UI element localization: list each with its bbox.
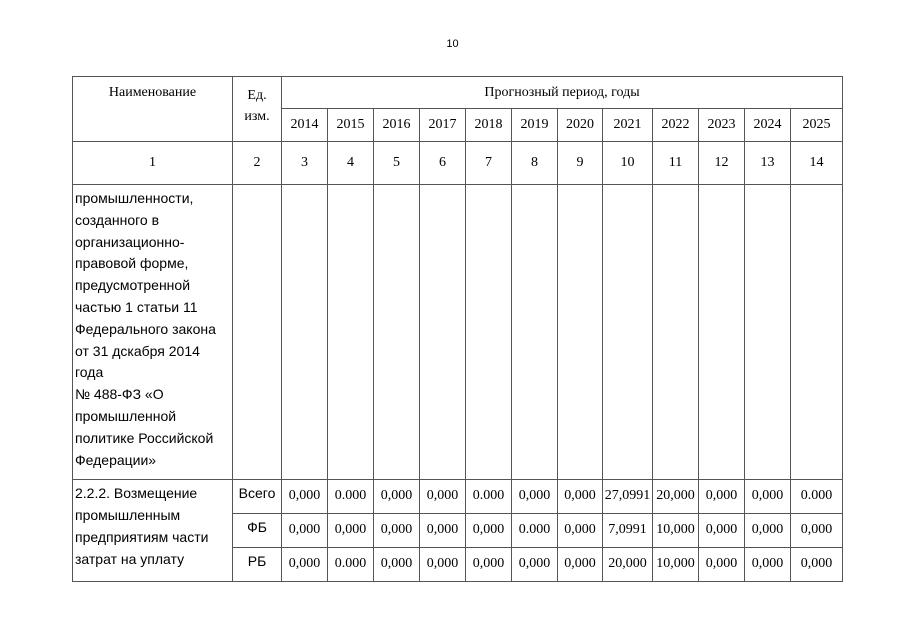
year-header: 2021 [603, 109, 653, 142]
empty-cell [420, 185, 466, 480]
value-cell: 0,000 [374, 548, 420, 582]
value-cell: 10,000 [653, 548, 699, 582]
header-period: Прогнозный период, годы [282, 77, 843, 109]
value-cell: 0,000 [374, 514, 420, 548]
description-line: правовой форме, [75, 255, 189, 272]
table-row [73, 480, 843, 514]
value-cell: 0,000 [745, 480, 791, 514]
value-cell: 0,000 [558, 514, 603, 548]
description-line: Федерации» [75, 451, 157, 468]
column-number: 11 [653, 142, 699, 185]
column-number-row [73, 142, 843, 185]
item-line: предприятиям части [75, 528, 209, 545]
item-line: затрат на уплату [75, 550, 185, 567]
funding-source: ФБ [233, 514, 282, 548]
header-unit-line1: Ед. [247, 88, 267, 103]
value-cell: 0,000 [466, 514, 512, 548]
header-name: Наименование [73, 77, 233, 142]
column-number: 10 [603, 142, 653, 185]
year-header: 2022 [653, 109, 699, 142]
header-row [73, 77, 843, 109]
value-cell: 0,000 [791, 548, 843, 582]
column-number: 8 [512, 142, 558, 185]
empty-cell [558, 185, 603, 480]
description-line: Федерального закона [75, 320, 216, 337]
column-number: 13 [745, 142, 791, 185]
value-cell: 0,000 [328, 514, 374, 548]
year-header: 2024 [745, 109, 791, 142]
value-cell: 0,000 [699, 548, 745, 582]
value-cell: 0,000 [420, 480, 466, 514]
item-line: 2.2.2. Возмещение [75, 485, 198, 502]
column-number: 7 [466, 142, 512, 185]
value-cell: 0,000 [512, 480, 558, 514]
year-header: 2016 [374, 109, 420, 142]
forecast-table [72, 76, 843, 582]
empty-cell [233, 185, 282, 480]
item-description [73, 480, 233, 582]
description-line: созданного в [75, 211, 160, 228]
year-header: 2018 [466, 109, 512, 142]
empty-cell [466, 185, 512, 480]
description-line: промышленности, [75, 190, 194, 206]
value-cell: 0.000 [328, 548, 374, 582]
empty-cell [699, 185, 745, 480]
column-number: 12 [699, 142, 745, 185]
funding-source: РБ [233, 548, 282, 582]
page-number: 10 [446, 38, 459, 50]
value-cell: 0,000 [282, 548, 328, 582]
value-cell: 7,0991 [603, 514, 653, 548]
empty-cell [653, 185, 699, 480]
value-cell: 0,000 [791, 514, 843, 548]
description-line: от 31 дскабря 2014 года [75, 342, 200, 381]
value-cell: 0,000 [745, 548, 791, 582]
empty-cell [603, 185, 653, 480]
year-header: 2020 [558, 109, 603, 142]
empty-cell [374, 185, 420, 480]
value-cell: 0.000 [512, 514, 558, 548]
empty-cell [745, 185, 791, 480]
value-cell: 0.000 [328, 480, 374, 514]
value-cell: 0,000 [420, 548, 466, 582]
empty-cell [328, 185, 374, 480]
year-header: 2023 [699, 109, 745, 142]
description-line: частью 1 статьи 11 [75, 298, 198, 315]
column-number: 4 [328, 142, 374, 185]
value-cell: 0,000 [699, 514, 745, 548]
description-line: политике Российской [75, 429, 214, 446]
value-cell: 0,000 [282, 480, 328, 514]
description-line: предусмотренной [75, 277, 191, 294]
column-number: 1 [73, 142, 233, 185]
value-cell: 0,000 [420, 514, 466, 548]
value-cell: 0,000 [374, 480, 420, 514]
year-header: 2019 [512, 109, 558, 142]
continued-row [73, 185, 843, 480]
column-number: 14 [791, 142, 843, 185]
column-number: 6 [420, 142, 466, 185]
value-cell: 0,000 [745, 514, 791, 548]
header-unit-line2: изм. [244, 109, 270, 124]
empty-cell [282, 185, 328, 480]
year-header: 2017 [420, 109, 466, 142]
value-cell: 0,000 [282, 514, 328, 548]
value-cell: 20,000 [603, 548, 653, 582]
value-cell: 20,000 [653, 480, 699, 514]
column-number: 3 [282, 142, 328, 185]
column-number: 5 [374, 142, 420, 185]
value-cell: 27,0991 [603, 480, 653, 514]
column-number: 2 [233, 142, 282, 185]
value-cell: 10,000 [653, 514, 699, 548]
value-cell: 0,000 [558, 548, 603, 582]
continued-description [73, 185, 233, 480]
year-header: 2025 [791, 109, 843, 142]
value-cell: 0,000 [699, 480, 745, 514]
value-cell: 0,000 [558, 480, 603, 514]
value-cell: 0,000 [512, 548, 558, 582]
header-unit [233, 77, 282, 142]
year-header: 2015 [328, 109, 374, 142]
value-cell: 0,000 [466, 548, 512, 582]
column-number: 9 [558, 142, 603, 185]
description-line: № 488-ФЗ «О [75, 386, 164, 403]
value-cell: 0.000 [791, 480, 843, 514]
year-header: 2014 [282, 109, 328, 142]
value-cell: 0.000 [466, 480, 512, 514]
funding-source: Всего [233, 480, 282, 514]
description-line: организационно- [75, 233, 185, 250]
item-line: промышленным [75, 507, 181, 524]
description-line: промышленной [75, 407, 177, 424]
empty-cell [512, 185, 558, 480]
empty-cell [791, 185, 843, 480]
